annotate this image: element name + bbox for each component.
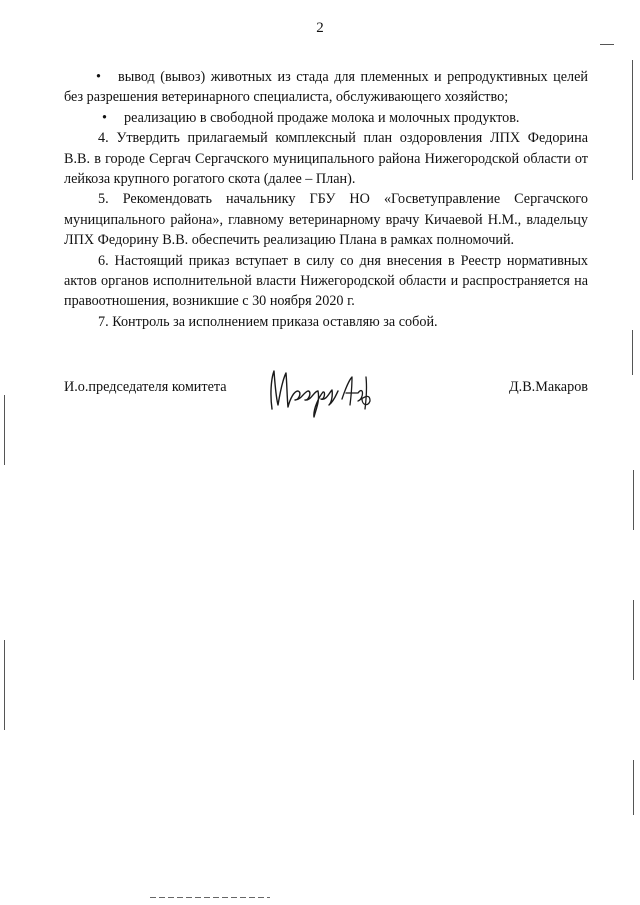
- list-item-text: вывод (вывоз) животных из стада для племенных и репродуктивных целей без разрешения ветеринарного специалиста, обслуживающего хозяйство;: [64, 69, 588, 106]
- bullet-marker: •: [96, 69, 101, 85]
- scan-edge-mark: [632, 330, 633, 375]
- list-item: [64, 108, 588, 128]
- scan-edge-mark: [600, 44, 614, 45]
- scan-edge-mark: [4, 395, 5, 465]
- scan-edge-mark: [633, 470, 634, 530]
- list-item-text: реализацию в свободной продаже молока и молочных продуктов.: [124, 109, 520, 126]
- signatory-name: Д.В.Макаров: [508, 379, 588, 395]
- paragraph: 6. Настоящий приказ вступает в силу со дня внесения в Реестр нормативных актов органов исполнительной власти Нижегородской области и распространяется на правоотношения, возникшие с 30 ноября 2020 г.: [64, 252, 588, 310]
- bullet-marker: •: [102, 109, 107, 126]
- scan-edge-mark: [632, 60, 633, 180]
- signature-block: [64, 365, 588, 425]
- scan-edge-mark: [633, 760, 634, 815]
- signatory-title: И.о.председателя комитета: [64, 379, 227, 395]
- list-item: [64, 67, 588, 108]
- paragraph: 7. Контроль за исполнением приказа оставляю за собой.: [98, 313, 438, 330]
- page-number: 2: [316, 20, 324, 36]
- paragraph: 5. Рекомендовать начальнику ГБУ НО «Госветуправление Сергачского муниципального района», главному ветеринарному врачу Кичаевой Н.М., владельцу ЛПХ Федорину В.В. обеспечить реализацию Плана в рамках полномочий.: [64, 191, 588, 249]
- paragraph: 4. Утвердить прилагаемый комплексный план оздоровления ЛПХ Федорина В.В. в городе Сергач Сергачского муниципального района Нижегородской области от лейкоза крупного рогатого скота (далее – План).: [64, 130, 588, 188]
- scan-edge-mark: [633, 600, 634, 680]
- handwritten-signature: [266, 365, 378, 419]
- scan-bottom-mark: [150, 897, 270, 898]
- document-body: [64, 67, 588, 332]
- scan-edge-mark: [4, 640, 5, 730]
